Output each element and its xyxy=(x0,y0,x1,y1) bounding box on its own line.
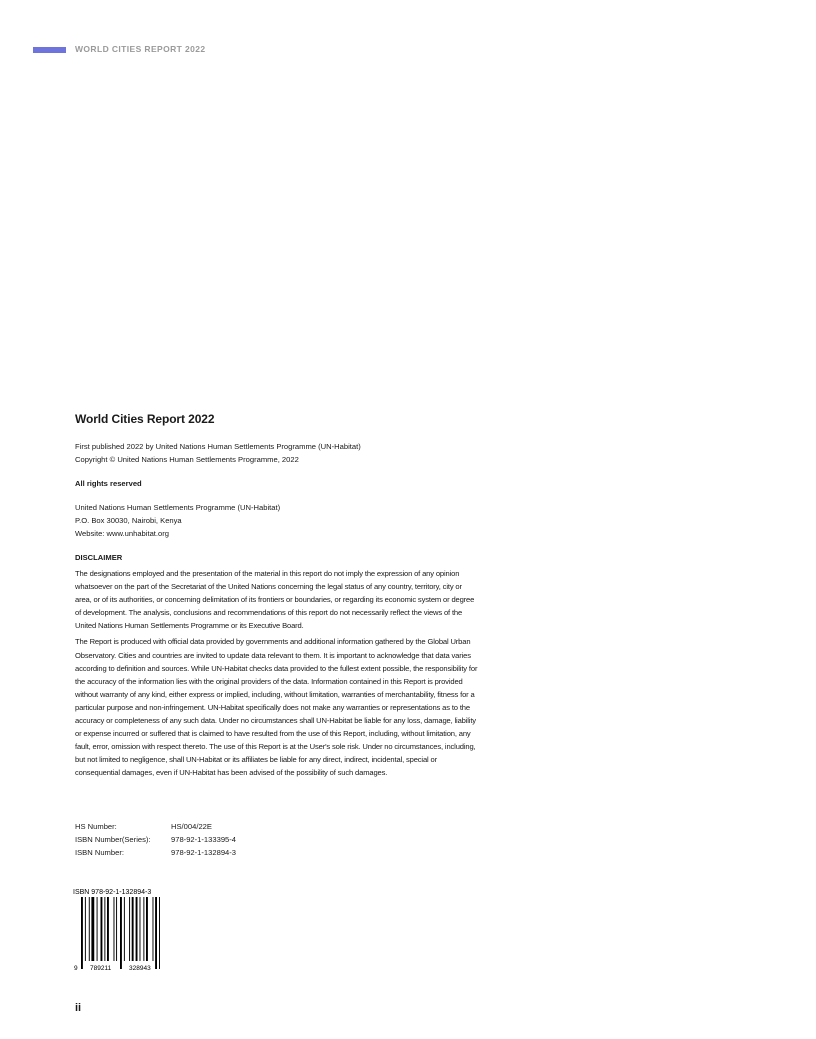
barcode-bar xyxy=(101,897,103,961)
barcode-bar xyxy=(104,897,105,961)
identifier-row xyxy=(75,820,236,833)
identifier-label: ISBN Number(Series): xyxy=(75,835,151,844)
barcode-digits-right: 328943 xyxy=(129,965,151,972)
barcode-isbn-text: ISBN 978-92-1-132894-3 xyxy=(73,889,152,896)
barcode-bar xyxy=(140,897,141,961)
barcode-bar xyxy=(97,897,98,961)
barcode-bar xyxy=(143,897,144,961)
barcode-bar xyxy=(85,897,86,961)
copyright-line: Copyright © United Nations Human Settlements Programme, 2022 xyxy=(75,455,299,464)
barcode-bar xyxy=(153,897,154,961)
barcode-bar xyxy=(89,897,90,961)
barcode-bar xyxy=(107,897,109,961)
barcode-bar xyxy=(146,897,148,961)
barcode-icon xyxy=(73,897,165,973)
barcode-bar xyxy=(155,897,157,969)
address-po-box: P.O. Box 30030, Nairobi, Kenya xyxy=(75,516,182,525)
barcode-bar xyxy=(124,897,125,961)
identifier-row xyxy=(75,833,236,846)
identifier-value: 978-92-1-133395-4 xyxy=(171,835,237,844)
barcode-bar xyxy=(136,897,138,961)
rights-line: All rights reserved xyxy=(75,479,142,488)
running-header: WORLD CITIES REPORT 2022 xyxy=(75,44,206,54)
barcode-bar xyxy=(120,897,122,969)
document-title: World Cities Report 2022 xyxy=(75,412,215,426)
barcode-bar xyxy=(132,897,134,961)
identifier-row xyxy=(75,846,236,859)
imprint-content xyxy=(75,412,480,780)
disclaimer-paragraph: The designations employed and the presentation of the material in this report do not imply the expression of any opinion whatsoever on the part of the Secretariat of the United Nations concerning the legal status of any country, territory, city or area, or of its authorities, or concerning delimitation of its frontiers or boundaries, or regarding its economic system or degree of development. The analysis, conclusions and recommendations of this report do not necessarily reflect the views of the United Nations Human Settlements Programme or its Executive Board. xyxy=(75,569,475,631)
barcode-bar xyxy=(129,897,130,961)
identifier-value: 978-92-1-132894-3 xyxy=(171,848,237,857)
identifier-value: HS/004/22E xyxy=(171,822,212,831)
publication-line: First published 2022 by United Nations Human Settlements Programme (UN-Habitat) xyxy=(75,442,361,451)
header-accent-bar xyxy=(33,47,66,53)
barcode-bar xyxy=(91,897,94,961)
barcode-digit-lead: 9 xyxy=(74,965,78,972)
barcode-bar xyxy=(81,897,83,969)
isbn-barcode xyxy=(73,889,165,978)
identifier-label: HS Number: xyxy=(75,822,117,831)
barcode-digits-left: 789211 xyxy=(90,965,112,972)
disclaimer-paragraph: The Report is produced with official data provided by governments and additional information gathered by the Global Urban Observatory. Cities and countries are invited to update data relevant to them. It is important to acknowledge that data varies according to definition and sources. While UN-Habitat checks data provided to the fullest extent possible, the responsibility for the accuracy of the information lies with the original providers of the data. Information contained in this Report is provided without warranty of any kind, either express or implied, including, without limitation, warranties of merchantability, fitness for a particular purpose and non-infringement. UN-Habitat specifically does not make any warranties or representations as to the accuracy or completeness of any such data. Under no circumstances shall UN-Habitat be liable for any loss, damage, liability or expense incurred or suffered that is claimed to have resulted from the use of this Report, including, without limitation, any fault, error, omission with respect thereto. The use of this Report is at the User's sole risk. Under no circumstances, including, but not limited to negligence, shall UN-Habitat or its affiliates be liable for any direct, indirect, incidental, special or consequential damages, even if UN-Habitat has been advised of the possibility of such damages. xyxy=(75,637,478,778)
address-website: Website: www.unhabitat.org xyxy=(75,529,169,538)
page-number: ii xyxy=(75,1002,82,1014)
barcode-bar xyxy=(114,897,115,961)
barcode-bar xyxy=(159,897,160,969)
address-org: United Nations Human Settlements Programme (UN-Habitat) xyxy=(75,503,281,512)
barcode-bar xyxy=(116,897,117,961)
identifier-table xyxy=(75,820,236,859)
disclaimer-heading: DISCLAIMER xyxy=(75,553,123,562)
identifier-label: ISBN Number: xyxy=(75,848,124,857)
